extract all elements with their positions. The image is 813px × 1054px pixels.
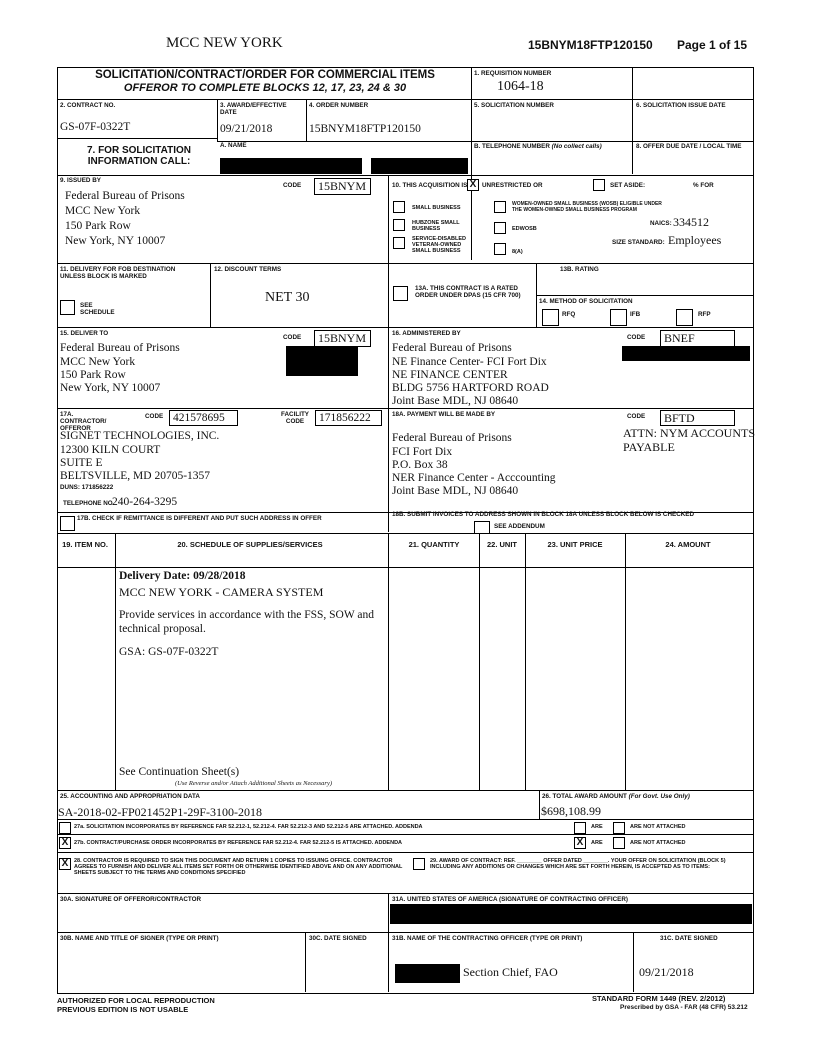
delivery-date: Delivery Date: 09/28/2018 — [119, 570, 246, 582]
deliver-to-line1: Federal Bureau of Prisons — [60, 342, 180, 354]
8a-label: 8(A) — [512, 249, 523, 255]
size-standard-value[interactable]: Employees — [668, 233, 722, 247]
27b-arenot-label: ARE NOT ATTACHED — [630, 840, 686, 846]
discount-terms[interactable]: NET 30 — [265, 290, 310, 305]
block18a-label: 18A. PAYMENT WILL BE MADE BY — [392, 411, 496, 418]
issued-by-line2: MCC New York — [65, 205, 141, 217]
block15-label: 15. DELIVER TO — [60, 330, 109, 337]
form-name: STANDARD FORM 1449 (REV. 2/2012) — [592, 994, 726, 1003]
block11-label: 11. DELIVERY FOR FOB DESTINATION UNLESS BLOCK IS MARKED — [60, 266, 176, 280]
block17a-label: 17A. CONTRACTOR/ OFFEROR — [60, 411, 107, 432]
naics-value[interactable]: 334512 — [673, 215, 709, 229]
block27b-text: 27b. CONTRACT/PURCHASE ORDER INCORPORATES BY REFERENCE FAR 52.212-4. FAR 52.212-5 IS ATTACHED. ADDENDA — [74, 840, 403, 846]
block30c-label: 30C. DATE SIGNED — [309, 935, 367, 942]
contract-reference: 15BNYM18FTP120150 — [528, 38, 653, 52]
27b-checkbox[interactable]: X — [59, 837, 71, 849]
duns: DUNS: 171856222 — [60, 484, 114, 491]
block7-label: 7. FOR SOLICITATION INFORMATION CALL: — [86, 145, 192, 167]
block31a-label: 31A. UNITED STATES OF AMERICA (SIGNATURE OF CONTRACTING OFFICER) — [392, 896, 629, 903]
setaside-percent: % FOR — [693, 182, 714, 189]
administered-line2: NE Finance Center- FCI Fort Dix — [392, 356, 547, 368]
8a-checkbox[interactable] — [494, 243, 506, 255]
27a-arenot-label: ARE NOT ATTACHED — [630, 824, 686, 830]
payment-line5: Joint Base MDL, NJ 08640 — [392, 485, 519, 497]
payment-attn-line1: ATTN: NYM ACCOUNTS — [623, 426, 756, 440]
block26-text: 26. TOTAL AWARD AMOUNT — [542, 793, 627, 800]
hubzone-checkbox[interactable] — [393, 219, 405, 231]
remittance-checkbox[interactable] — [60, 516, 75, 531]
rfq-checkbox[interactable] — [542, 309, 559, 326]
wosb-checkbox[interactable] — [494, 201, 506, 213]
block26-note: (For Govt. Use Only) — [628, 793, 690, 800]
payment-line4: NER Finance Center - Acccounting — [392, 472, 556, 484]
naics-label: NAICS: — [650, 220, 672, 227]
administered-line1: Federal Bureau of Prisons — [392, 342, 512, 354]
block31b-label: 31B. NAME OF THE CONTRACTING OFFICER (TYPE OR PRINT) — [392, 935, 583, 942]
block2-label: 2. CONTRACT NO. — [60, 102, 116, 109]
block17b-label: 17B. CHECK IF REMITTANCE IS DIFFERENT AND PUT SUCH ADDRESS IN OFFER — [77, 515, 322, 522]
contract-number[interactable]: GS-07F-0322T — [60, 121, 131, 133]
dpas-checkbox[interactable] — [393, 286, 408, 301]
28-checkbox[interactable]: X — [59, 858, 71, 870]
block26-label — [542, 793, 690, 800]
small-business-label: SMALL BUSINESS — [412, 205, 461, 211]
block27a-text: 27a. SOLICITATION INCORPORATES BY REFERENCE FAR 52.212-1, 52.212-4. FAR 52.212-3 AND 52.212-5 ARE ATTACHED. ADDENDA — [74, 824, 423, 830]
block15-code-label: CODE — [283, 334, 302, 341]
requisition-number: 1064-18 — [497, 79, 544, 94]
small-business-checkbox[interactable] — [393, 201, 405, 213]
block18b-label: 18B. SUBMIT INVOICES TO ADDRESS SHOWN IN BLOCK 18A UNLESS BLOCK BELOW IS CHECKED — [392, 511, 695, 518]
col20-header: 20. SCHEDULE OF SUPPLIES/SERVICES — [177, 540, 323, 549]
unrestricted-checkbox[interactable]: X — [467, 179, 479, 191]
reproduction-note: AUTHORIZED FOR LOCAL REPRODUCTION — [57, 996, 215, 1005]
block13b-label: 13B. RATING — [560, 266, 599, 273]
contractor-line1: SIGNET TECHNOLOGIES, INC. — [60, 430, 220, 442]
agency-header: MCC NEW YORK — [166, 35, 283, 51]
contractor-line4: BELTSVILLE, MD 20705-1357 — [60, 470, 211, 482]
block31c-label: 31C. DATE SIGNED — [660, 935, 718, 942]
redacted-signature — [390, 904, 752, 924]
facility-code[interactable]: 171856222 — [315, 410, 382, 426]
order-number[interactable]: 15BNYM18FTP120150 — [309, 123, 421, 135]
block16-code[interactable]: BNEF — [660, 330, 735, 347]
edwosb-checkbox[interactable] — [494, 222, 506, 234]
block4-label: 4. ORDER NUMBER — [309, 102, 369, 109]
block10-label: 10. THIS ACQUISITION IS — [392, 182, 468, 189]
redacted-phone — [371, 158, 468, 174]
block28-text: 28. CONTRACTOR IS REQUIRED TO SIGN THIS DOCUMENT AND RETURN 1 COPIES TO ISSUING OFFICE. CONTRACTOR AGREES TO FURNISH AND DELIVER ALL ITEMS SET FORTH OR OTHERWISE IDENTIFIED ABOVE AND ON ANY ADDITIONAL SHEETS SUBJECT TO THE TERMS AND CONDITIONS SPECIFIED — [74, 858, 403, 876]
col24-header: 24. AMOUNT — [665, 540, 711, 549]
total-award-amount[interactable]: $698,108.99 — [541, 804, 601, 818]
block7a-label: A. NAME — [220, 142, 247, 149]
previous-edition-note: PREVIOUS EDITION IS NOT USABLE — [57, 1005, 189, 1014]
contractor-telephone[interactable]: 240-264-3295 — [112, 496, 178, 508]
officer-date-signed[interactable]: 09/21/2018 — [639, 965, 694, 979]
continuation-note: (Use Reverse and/or Attach Additional Sheets as Necessary) — [175, 780, 332, 787]
item-desc-line1: Provide services in accordance with the FSS, SOW and — [119, 609, 374, 621]
block15-code[interactable]: 15BNYM — [314, 330, 371, 347]
col22-header: 22. UNIT — [486, 540, 517, 549]
ifb-label: IFB — [630, 311, 641, 318]
contractor-line3: SUITE E — [60, 457, 103, 469]
setaside-label: SET ASIDE: — [610, 182, 646, 189]
item-desc-line2: technical proposal. — [119, 623, 206, 635]
redacted-name — [220, 158, 362, 174]
redacted-officer-name — [395, 964, 460, 983]
rfq-label: RFQ — [562, 311, 576, 318]
payment-line3: P.O. Box 38 — [392, 459, 448, 471]
block25-label: 25. ACCOUNTING AND APPROPRIATION DATA — [60, 793, 200, 800]
block16-label: 16. ADMINISTERED BY — [392, 330, 461, 337]
deliver-to-line2: MCC New York — [60, 356, 136, 368]
ifb-checkbox[interactable] — [610, 309, 627, 326]
block30a-label: 30A. SIGNATURE OF OFFEROR/CONTRACTOR — [60, 896, 202, 903]
issued-by-line1: Federal Bureau of Prisons — [65, 190, 185, 202]
sdvosb-checkbox[interactable] — [393, 237, 405, 249]
block14-label: 14. METHOD OF SOLICITATION — [539, 298, 633, 305]
contractor-line2: 12300 KILN COURT — [60, 444, 161, 456]
form-title: SOLICITATION/CONTRACT/ORDER FOR COMMERCIAL ITEMS — [95, 69, 435, 81]
rfp-label: RFP — [698, 311, 711, 318]
continuation-sheet: See Continuation Sheet(s) — [119, 766, 240, 778]
27a-are-label: ARE — [591, 824, 603, 830]
issued-by-line3: 150 Park Row — [65, 220, 131, 232]
block12-label: 12. DISCOUNT TERMS — [214, 266, 282, 273]
accounting-data[interactable]: SA-2018-02-FP021452P1-29F-3100-2018 — [58, 805, 263, 819]
unrestricted-label: UNRESTRICTED OR — [482, 182, 543, 189]
block9-code-label: CODE — [283, 182, 302, 189]
block18a-code[interactable]: BFTD — [660, 410, 735, 426]
wosb-label: WOMEN-OWNED SMALL BUSINESS (WOSB) ELIGIBLE UNDER THE WOMEN-OWNED SMALL BUSINESS PROGRAM — [512, 201, 662, 213]
see-schedule-checkbox[interactable] — [60, 300, 75, 315]
col19-header: 19. ITEM NO. — [62, 540, 108, 549]
telephone-label: TELEPHONE NO. — [63, 500, 115, 507]
size-standard-label: SIZE STANDARD: — [612, 239, 665, 246]
edwosb-label: EDWOSB — [512, 226, 537, 232]
deliver-to-line3: 150 Park Row — [60, 369, 126, 381]
payment-line2: FCI Fort Dix — [392, 446, 453, 458]
administered-line5: Joint Base MDL, NJ 08640 — [392, 395, 519, 407]
block7b-note: (No collect calls) — [551, 143, 602, 150]
block6-label: 6. SOLICITATION ISSUE DATE — [636, 102, 726, 109]
block29-text: 29. AWARD OF CONTRACT: REF. ________ OFFER DATED ________. YOUR OFFER ON SOLICITATION (BLOCK 5) INCLUDING ANY ADDITIONS OR CHANGES WHICH ARE SET FORTH HEREIN, IS ACCEPTED AS TO ITEMS: — [430, 858, 726, 870]
redacted-deliver-contact — [286, 346, 358, 376]
administered-line3: NE FINANCE CENTER — [392, 369, 508, 381]
27b-arenot-checkbox[interactable] — [613, 837, 625, 849]
col23-header: 23. UNIT PRICE — [547, 540, 603, 549]
27b-are-checkbox[interactable]: X — [574, 837, 586, 849]
administered-line4: BLDG 5756 HARTFORD ROAD — [392, 382, 549, 394]
col21-header: 21. QUANTITY — [408, 540, 460, 549]
redacted-admin-contact — [622, 346, 750, 361]
27a-checkbox[interactable] — [59, 822, 71, 834]
block3-label: 3. AWARD/EFFECTIVE DATE — [220, 102, 287, 116]
27b-are-label: ARE — [591, 840, 603, 846]
block5-label: 5. SOLICITATION NUMBER — [474, 102, 554, 109]
block7b-label — [474, 143, 602, 150]
27a-arenot-checkbox[interactable] — [613, 822, 625, 834]
rfp-checkbox[interactable] — [676, 309, 693, 326]
officer-title[interactable]: Section Chief, FAO — [463, 965, 558, 979]
see-addendum-label: SEE ADDENDUM — [494, 523, 545, 530]
27a-are-checkbox[interactable] — [574, 822, 586, 834]
block1-label: 1. REQUISITION NUMBER — [474, 70, 552, 77]
payment-attn-line2: PAYABLE — [623, 440, 675, 454]
block16-code-label: CODE — [627, 334, 646, 341]
award-date[interactable]: 09/21/2018 — [220, 123, 273, 135]
issued-by-line4: New York, NY 10007 — [65, 235, 166, 247]
block8-label: 8. OFFER DUE DATE / LOCAL TIME — [636, 143, 742, 150]
block9-label: 9. ISSUED BY — [60, 177, 101, 184]
block7b-text: B. TELEPHONE NUMBER — [474, 143, 550, 150]
facility-code-label: FACILITY CODE — [281, 411, 309, 425]
block13a-label: 13A. THIS CONTRACT IS A RATED ORDER UNDER DPAS (15 CFR 700) — [415, 285, 521, 299]
deliver-to-line4: New York, NY 10007 — [60, 382, 161, 394]
form-prescribed: Prescribed by GSA - FAR (48 CFR) 53.212 — [620, 1004, 748, 1011]
block18a-code-label: CODE — [627, 413, 646, 420]
gsa-number: GSA: GS-07F-0322T — [119, 646, 219, 658]
payment-line1: Federal Bureau of Prisons — [392, 432, 512, 444]
form-subtitle: OFFEROR TO COMPLETE BLOCKS 12, 17, 23, 24 & 30 — [123, 82, 407, 94]
block30b-label: 30B. NAME AND TITLE OF SIGNER (TYPE OR PRINT) — [60, 935, 219, 942]
block17a-code-label: CODE — [145, 413, 164, 420]
contractor-code[interactable]: 421578695 — [169, 410, 238, 426]
block9-code[interactable]: 15BNYM — [314, 178, 371, 195]
see-schedule-label: SEE SCHEDULE — [80, 302, 115, 316]
hubzone-label: HUBZONE SMALL BUSINESS — [412, 220, 460, 232]
item-title: MCC NEW YORK - CAMERA SYSTEM — [119, 585, 324, 599]
sdvosb-label: SERVICE-DISABLED VETERAN-OWNED SMALL BUSINESS — [412, 236, 466, 254]
page-number: Page 1 of 15 — [677, 38, 748, 52]
29-checkbox[interactable] — [413, 858, 425, 870]
setaside-checkbox[interactable] — [593, 179, 605, 191]
